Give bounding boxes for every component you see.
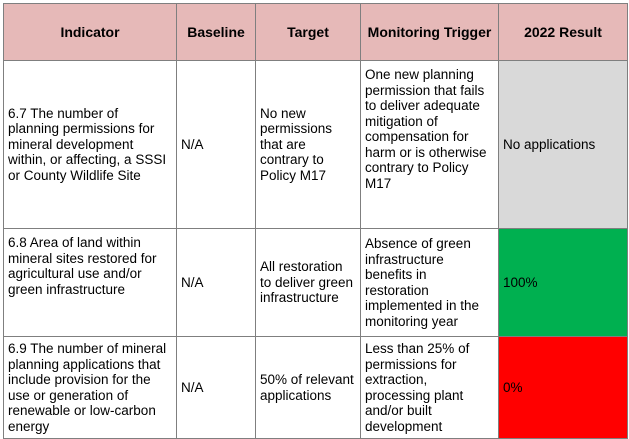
trigger-cell: Less than 25% of permissions for extraction, processing plant and/or built development (361, 337, 499, 439)
target-cell: No new permissions that are contrary to Policy M17 (256, 61, 361, 229)
trigger-cell: One new planning permission that fails to deliver adequate mitigation of compensation for harm or is otherwise contrary to Policy M17 (361, 61, 499, 229)
header-result: 2022 Result (499, 4, 628, 61)
header-indicator: Indicator (4, 4, 177, 61)
result-cell: 100% (499, 229, 628, 337)
header-monitoring-trigger: Monitoring Trigger (361, 4, 499, 61)
table-row (4, 61, 628, 229)
header-row (4, 4, 628, 61)
monitoring-table (3, 3, 628, 439)
header-baseline: Baseline (177, 4, 256, 61)
baseline-cell: N/A (177, 229, 256, 337)
target-cell: All restoration to deliver green infrastructure (256, 229, 361, 337)
baseline-cell: N/A (177, 61, 256, 229)
baseline-cell: N/A (177, 337, 256, 439)
table-row (4, 229, 628, 337)
trigger-cell: Absence of green infrastructure benefits in restoration implemented in the monitoring year (361, 229, 499, 337)
result-cell: No applications (499, 61, 628, 229)
table-row (4, 337, 628, 439)
target-cell: 50% of relevant applications (256, 337, 361, 439)
indicator-cell: 6.9 The number of mineral planning applications that include provision for the use or generation of renewable or low-carbon energy (4, 337, 177, 439)
result-cell: 0% (499, 337, 628, 439)
indicator-cell: 6.7 The number of planning permissions for mineral development within, or affecting, a SSSI or County Wildlife Site (4, 61, 177, 229)
header-target: Target (256, 4, 361, 61)
indicator-cell: 6.8 Area of land within mineral sites restored for agricultural use and/or green infrastructure (4, 229, 177, 337)
